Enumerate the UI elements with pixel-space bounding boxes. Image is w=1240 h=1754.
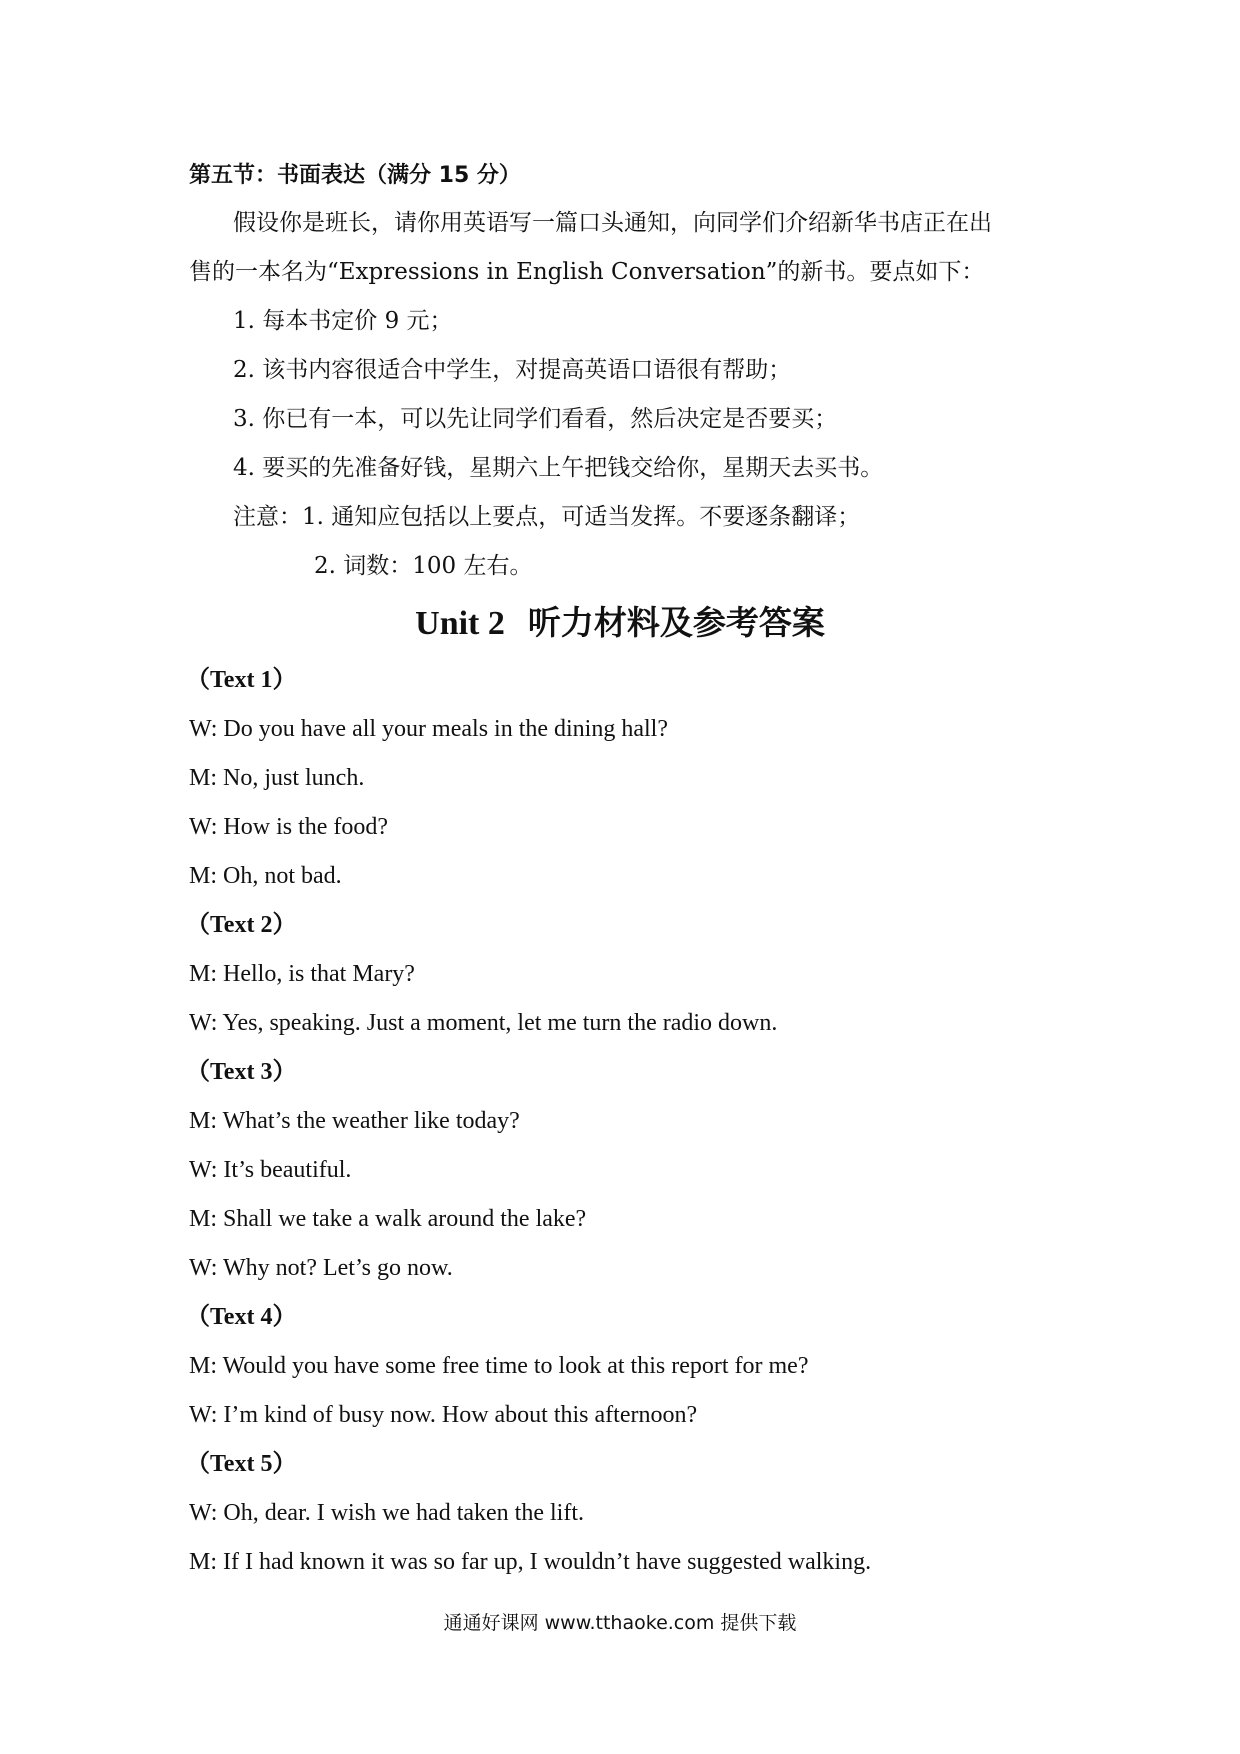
- text-5-line-2: M: If I had known it was so far up, I wouldn’t have suggested walking.: [189, 1549, 872, 1575]
- text-4-line-2: W: I’m kind of busy now. How about this afternoon?: [189, 1402, 698, 1428]
- text-1-line-4: M: Oh, not bad.: [189, 863, 342, 889]
- unit-title-subtitle: 听力材料及参考答案: [527, 603, 825, 642]
- writing-point-3: 3. 你已有一本，可以先让同学们看看，然后决定是否要买；: [233, 406, 838, 432]
- writing-prompt-line-2: 售的一本名为“Expressions in English Conversation”的新书。要点如下：: [189, 259, 985, 285]
- text-2-label: （Text 2）: [186, 912, 297, 938]
- text-1-label: （Text 1）: [186, 667, 297, 693]
- writing-note-2: 2. 词数：100 左右。: [314, 553, 533, 579]
- text-3-line-3: M: Shall we take a walk around the lake?: [189, 1206, 587, 1232]
- text-3-line-1: M: What’s the weather like today?: [189, 1108, 520, 1134]
- text-2-line-2: W: Yes, speaking. Just a moment, let me turn the radio down.: [189, 1010, 778, 1036]
- text-2-line-1: M: Hello, is that Mary?: [189, 961, 415, 987]
- text-5-label: （Text 5）: [186, 1451, 297, 1477]
- text-1-line-2: M: No, just lunch.: [189, 765, 365, 791]
- text-3-line-2: W: It’s beautiful.: [189, 1157, 352, 1183]
- text-5-line-1: W: Oh, dear. I wish we had taken the lift.: [189, 1500, 584, 1526]
- writing-prompt-line-1: 假设你是班长，请你用英语写一篇口头通知，向同学们介绍新华书店正在出: [233, 210, 992, 236]
- unit-title: [0, 603, 1240, 644]
- writing-note-1: 注意：1. 通知应包括以上要点，可适当发挥。不要逐条翻译；: [233, 504, 861, 530]
- text-3-label: （Text 3）: [186, 1059, 297, 1085]
- page-footer: 通通好课网 www.tthaoke.com 提供下载: [443, 1612, 797, 1634]
- text-4-label: （Text 4）: [186, 1304, 297, 1330]
- text-4-line-1: M: Would you have some free time to look at this report for me?: [189, 1353, 809, 1379]
- writing-point-2: 2. 该书内容很适合中学生，对提高英语口语很有帮助；: [233, 357, 792, 383]
- writing-point-1: 1. 每本书定价 9 元；: [233, 308, 453, 334]
- writing-point-4: 4. 要买的先准备好钱，星期六上午把钱交给你，星期天去买书。: [233, 455, 884, 481]
- text-1-line-3: W: How is the food?: [189, 814, 389, 840]
- text-1-line-1: W: Do you have all your meals in the dining hall?: [189, 716, 668, 742]
- writing-section-heading: 第五节：书面表达（满分 15 分）: [189, 163, 521, 188]
- unit-title-unit: Unit 2: [415, 605, 505, 642]
- text-3-line-4: W: Why not? Let’s go now.: [189, 1255, 453, 1281]
